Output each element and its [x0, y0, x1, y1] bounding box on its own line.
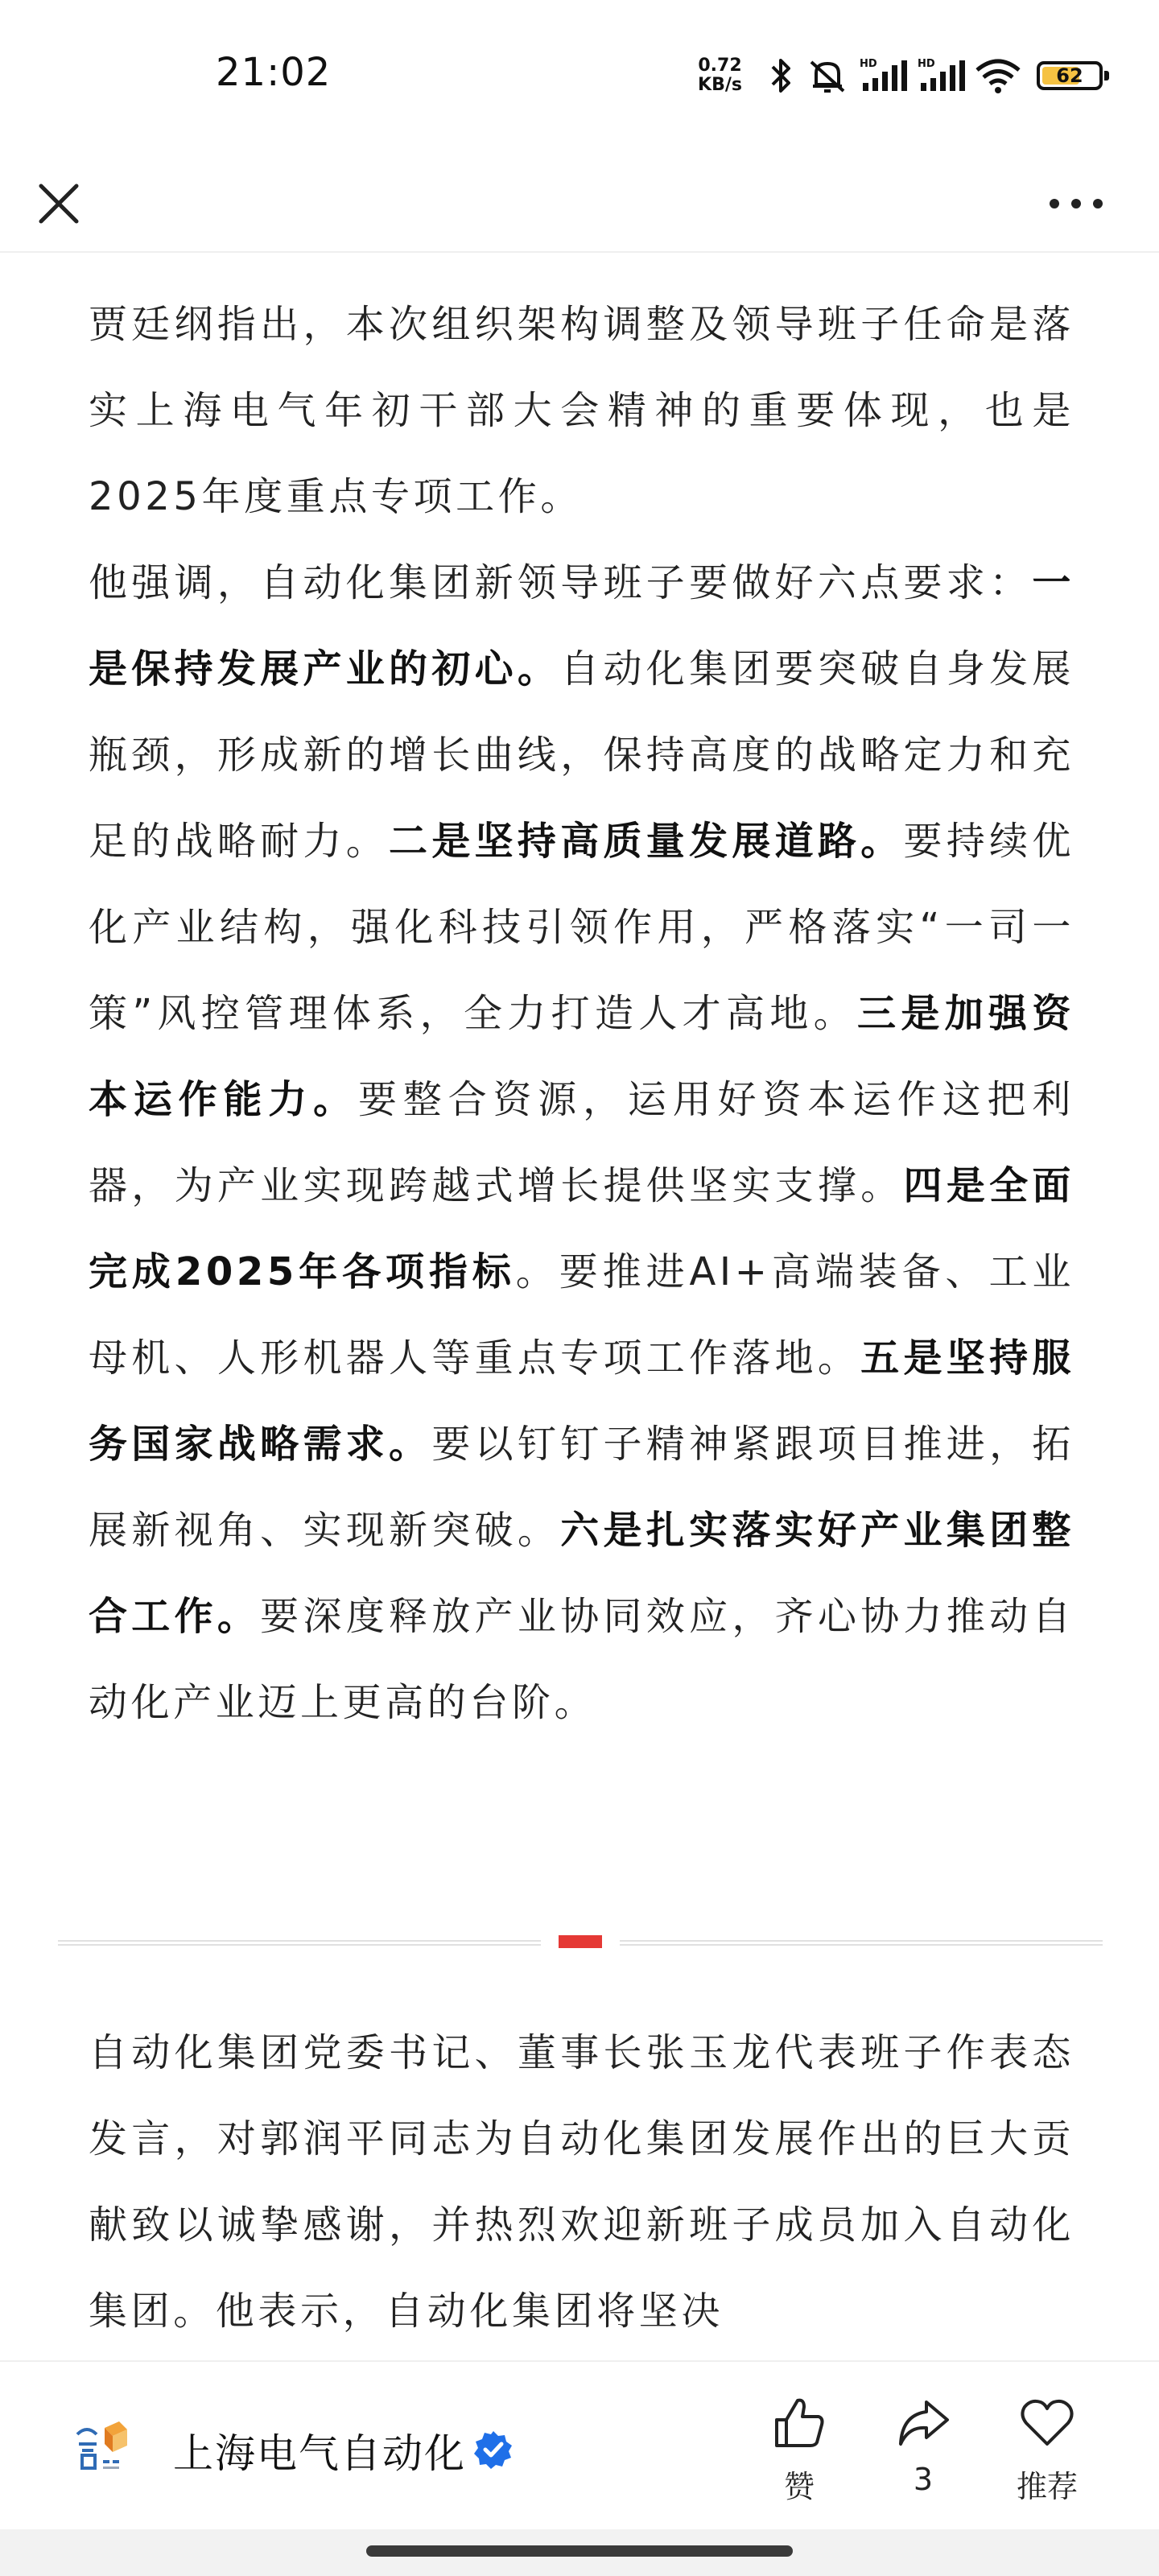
status-icons: [698, 52, 1103, 100]
battery-icon: [1037, 61, 1103, 90]
bluetooth-icon: [765, 56, 797, 96]
emphasis-point-6: 六是扎实落实好产业集团整合工作。: [89, 1508, 1074, 1639]
paragraph-text: 自动化集团要突破自身发展瓶颈，形成新的增长曲线，保持高度的战略定力和充足的战略耐力。: [89, 646, 1074, 864]
more-icon: [1048, 196, 1104, 212]
mute-icon: [805, 56, 850, 96]
emphasis-point-4: 四是全面完成2025年各项指标: [89, 1163, 1075, 1294]
paragraph-text: 他强调，自动化集团新领导班子要做好六点要求：: [89, 560, 1033, 605]
net-speed-value: 0.72: [698, 56, 742, 76]
recommend-button[interactable]: [995, 2394, 1099, 2506]
wifi-icon: [974, 56, 1022, 96]
emphasis-point-5: 五是坚持服务国家战略需求。: [89, 1335, 1074, 1467]
recommend-label: 推荐: [1016, 2469, 1078, 2504]
account-name[interactable]: 上海电气自动化: [173, 2430, 466, 2477]
article-paragraph-2: [89, 540, 1074, 1746]
heart-icon: [1018, 2394, 1076, 2452]
paragraph-text: 要持续优化产业结构，强化科技引领作用，严格落实“一司一策”风控管理体系，全力打造人才高地。: [89, 819, 1075, 1036]
paragraph-text: 。要推进AI+高端装备、工业母机、人形机器人等重点专项工作落地。: [89, 1249, 1074, 1381]
emphasis-point-3: 三是加强资本运作能力。: [89, 991, 1074, 1122]
share-count: 3: [913, 2462, 934, 2497]
close-icon: [36, 181, 81, 226]
article-paragraph-3: 自动化集团党委书记、董事长张玉龙代表班子作表态发言，对郭润平同志为自动化集团发展作出的巨大贡献致以诚挚感谢，并热烈欢迎新班子成员加入自动化集团。他表示，自动化集团将坚决: [89, 2030, 1074, 2334]
emphasis-point-2: 二是坚持高质量发展道路。: [389, 819, 904, 864]
divider-line-right: [620, 1940, 1103, 1946]
emphasis-point-1: 一是保持发展产业的初心。: [89, 560, 1074, 691]
net-speed-unit: KB/s: [698, 75, 742, 95]
article-body: [89, 282, 1074, 1746]
hd-signal-icon: [858, 56, 908, 96]
top-nav-bar: [0, 153, 1159, 253]
section-divider: [58, 1934, 1103, 1951]
svg-text:HD: HD: [860, 58, 877, 70]
gesture-bar-area: [0, 2529, 1159, 2576]
close-button[interactable]: [31, 175, 87, 232]
divider-accent-mark: [559, 1935, 602, 1948]
paragraph-text: 要深度释放产业协同效应，齐心协力推动自动化产业迈上更高的台阶。: [89, 1594, 1074, 1725]
status-bar: [0, 0, 1159, 153]
divider-line-left: [58, 1940, 541, 1946]
article-body-continued: [89, 2010, 1074, 2355]
net-speed: [698, 56, 742, 95]
battery-level: 62: [1056, 64, 1083, 87]
paragraph-text: 要以钉钉子精神紧跟项目推进，拓展新视角、实现新突破。: [89, 1422, 1074, 1553]
hd-signal-icon: [916, 56, 966, 96]
verified-badge-icon: [473, 2429, 514, 2470]
home-indicator[interactable]: [366, 2545, 793, 2557]
account-avatar[interactable]: [69, 2417, 134, 2481]
share-icon: [894, 2394, 952, 2452]
paragraph-text: 要整合资源，运用好资本运作这把利器，为产业实现跨越式增长提供坚实支撑。: [89, 1077, 1074, 1208]
thumbs-up-icon: [770, 2394, 828, 2452]
like-label: 赞: [783, 2469, 815, 2504]
more-button[interactable]: [1040, 175, 1112, 232]
article-paragraph-1: 贾廷纲指出，本次组织架构调整及领导班子任命是落实上海电气年初干部大会精神的重要体现，也是2025年度重点专项工作。: [89, 302, 1074, 519]
share-button[interactable]: [871, 2394, 975, 2497]
like-button[interactable]: [747, 2394, 852, 2506]
bottom-action-bar: [0, 2360, 1159, 2531]
status-time: 21:02: [216, 50, 332, 95]
svg-text:HD: HD: [918, 58, 935, 70]
